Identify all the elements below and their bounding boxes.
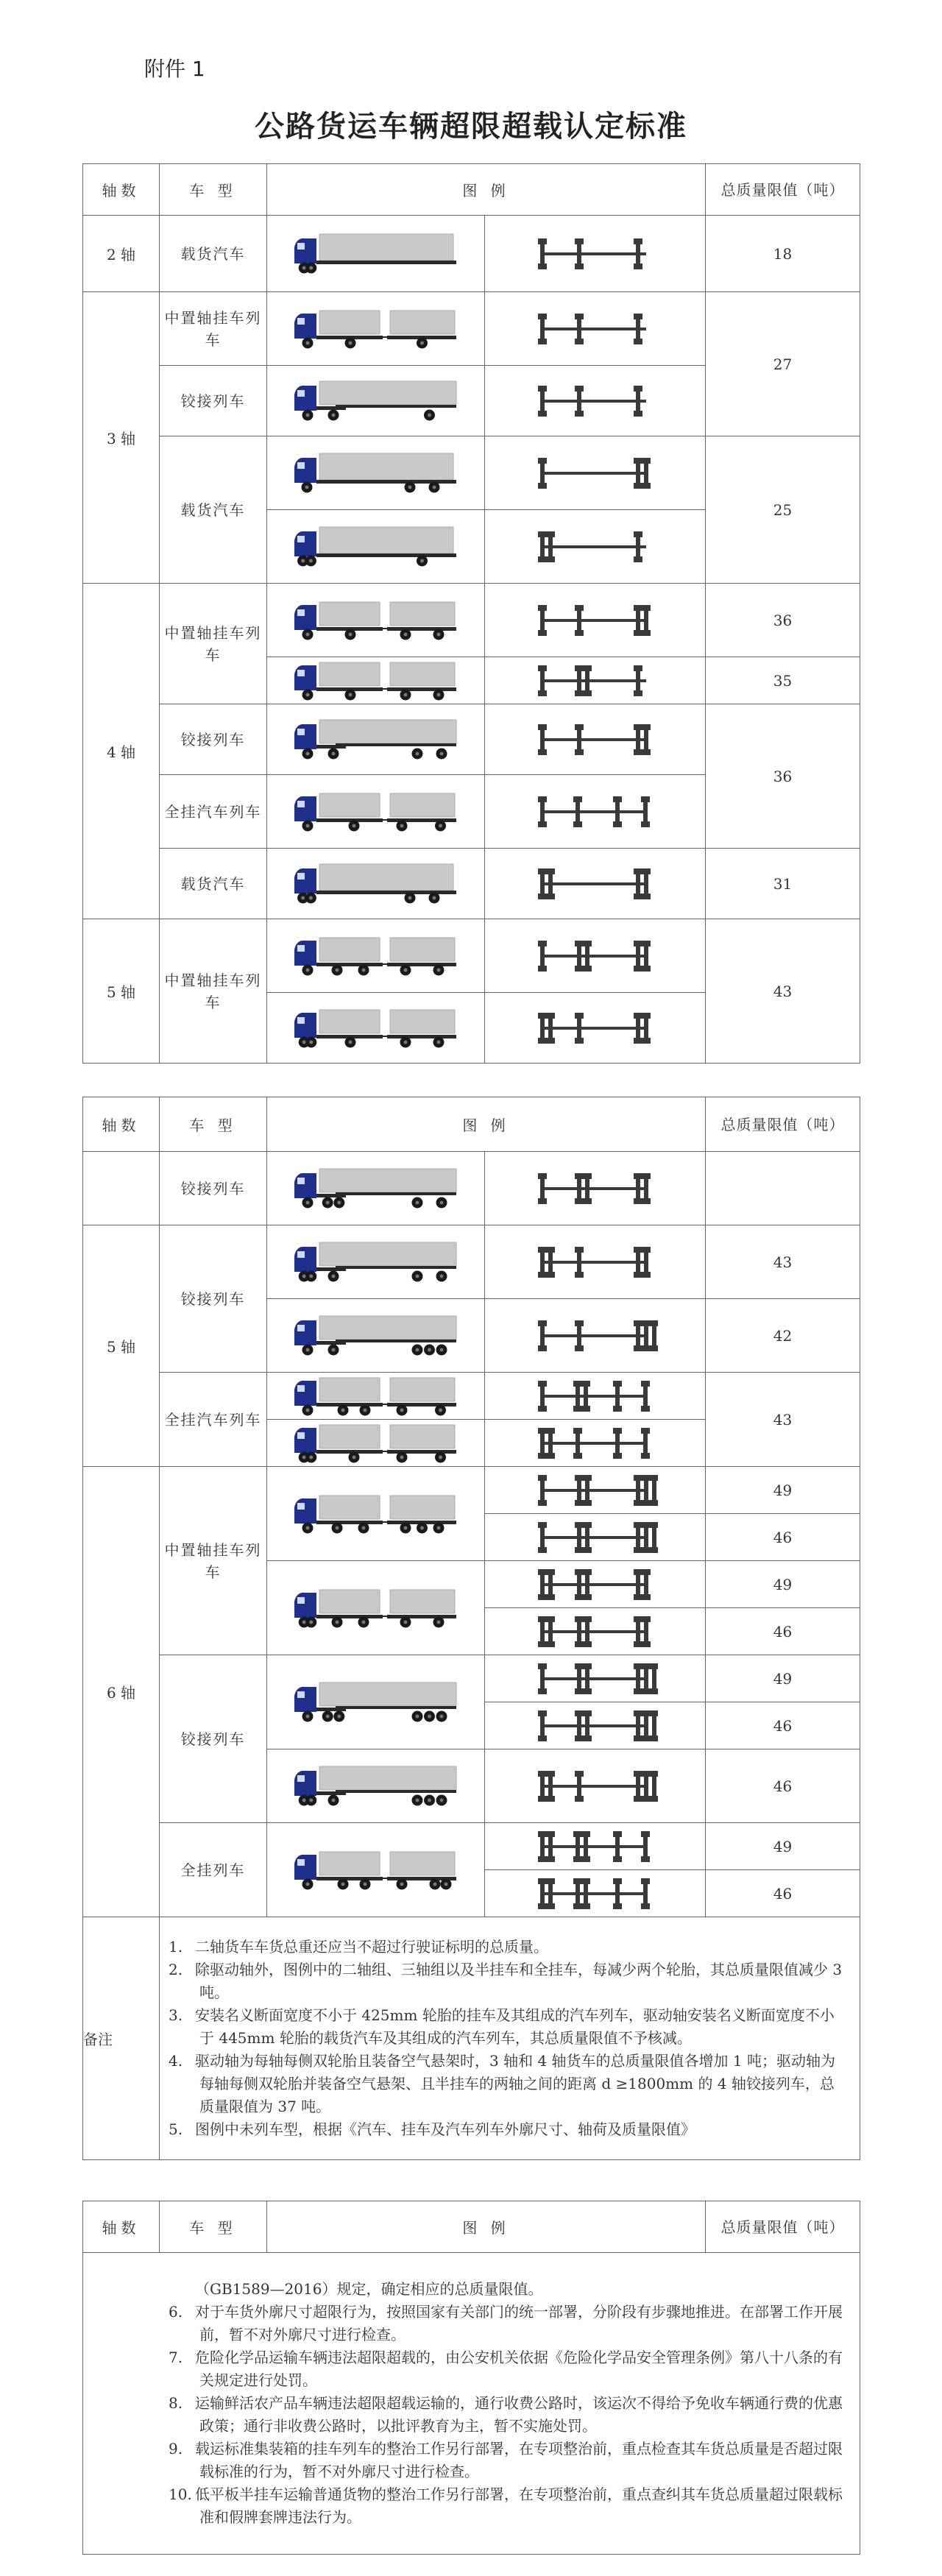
axle-group-label: 4 轴 [83,584,160,919]
vehicle-type: 铰接列车 [160,704,267,775]
vehicle-illustration [267,292,485,366]
truck-drawing [291,1313,461,1359]
weight-limit: 46 [706,1870,860,1917]
note-text: （GB1589—2016）规定，确定相应的总质量限值。 [195,2280,543,2298]
weight-limit: 35 [706,657,860,704]
vehicle-illustration [267,1823,485,1917]
vehicle-type: 铰接列车 [160,1655,267,1823]
vehicle-illustration [267,775,485,849]
document-title: 公路货运车辆超限超载认定标准 [255,109,687,144]
axle-diagram [485,1373,706,1420]
note-item [169,2346,845,2392]
weight-limit: 49 [706,1823,860,1870]
axle-diagram [485,1514,706,1561]
weight-limit: 49 [706,1467,860,1514]
axle-schematic [533,792,658,832]
weight-limit: 43 [706,919,860,1064]
vehicle-illustration [267,436,485,510]
attachment-label: 附件 1 [144,57,205,81]
vehicle-illustration [267,1373,485,1420]
axle-schematic [533,720,658,760]
header-diagram: 图 例 [267,2201,706,2253]
vehicle-illustration [267,1420,485,1467]
axle-schematic [533,1874,658,1914]
note-item [169,2004,845,2050]
weight-limit: 46 [706,1514,860,1561]
header-diagram: 图 例 [267,1097,706,1152]
axle-diagram [485,1655,706,1702]
header-diagram: 图 例 [267,164,706,216]
axle-schematic [533,234,658,274]
axle-schematic [533,1612,658,1652]
axle-diagram [485,1823,706,1870]
weight-limit: 46 [706,1608,860,1655]
truck-drawing [291,306,461,352]
note-item [169,1936,845,1958]
header-axles: 轴数 [83,2201,160,2253]
vehicle-type: 载货汽车 [160,849,267,919]
axle-schematic [533,864,658,904]
axle-diagram [485,1225,706,1299]
standard-table-section-2 [82,1097,860,2160]
weight-limit: 49 [706,1561,860,1608]
note-text: 二轴货车车货总重还应当不超过行驶证标明的总质量。 [195,1938,548,1956]
note-item [169,2301,845,2346]
axle-schematic [533,1316,658,1356]
truck-drawing [291,1680,461,1725]
axle-diagram [485,584,706,657]
weight-limit: 43 [706,1225,860,1299]
axle-schematic [533,1008,658,1048]
truck-drawing [291,1166,461,1211]
axle-diagram [485,1608,706,1655]
vehicle-illustration [267,1467,485,1561]
weight-limit: 46 [706,1702,860,1749]
header-type: 车 型 [160,2201,267,2253]
axle-diagram [485,292,706,366]
axle-schematic [533,1518,658,1557]
note-number: 7. [169,2349,183,2366]
weight-limit: 18 [706,216,860,292]
vehicle-illustration [267,1225,485,1299]
vehicle-illustration [267,584,485,657]
axle-group-label: 5 轴 [83,1225,160,1467]
header-type: 车 型 [160,164,267,216]
note-number: 1. [169,1938,183,1956]
truck-drawing [291,1420,461,1466]
header-axles: 轴数 [83,1097,160,1152]
truck-drawing [291,1373,461,1419]
axle-group-label: 6 轴 [83,1467,160,1917]
note-text: 低平板半挂车运输普通货物的整治工作另行部署，在专项整治前，重点查纠其车货总质量超过限载标准和假牌套牌违法行为。 [195,2485,843,2526]
vehicle-type: 中置轴挂车列车 [160,584,267,704]
weight-limit: 36 [706,704,860,849]
vehicle-illustration [267,1152,485,1225]
vehicle-type: 铰接列车 [160,366,267,436]
vehicle-type: 铰接列车 [160,1152,267,1225]
note-item [169,2483,845,2529]
vehicle-type: 铰接列车 [160,1225,267,1373]
note-number: 4. [169,2052,183,2070]
header-axles: 轴数 [83,164,160,216]
note-text: 驱动轴为每轴每侧双轮胎且装备空气悬架时，3 轴和 4 轴货车的总质量限值各增加 1 吨；驱动轴为每轴每侧双轮胎并装备空气悬架、且半挂车的两轴之间的距离 d ≥1800mm 的 4 轴铰接列车，总质量限值为 37 吨。 [195,2052,835,2115]
note-text: 危险化学品运输车辆违法超限超载的，由公安机关依据《危险化学品安全管理条例》第八十八条的有关规定进行处罚。 [195,2349,843,2389]
note-text: 图例中未列车型，根据《汽车、挂车及汽车列车外廓尺寸、轴荷及质量限值》 [195,2120,695,2138]
header-type: 车 型 [160,1097,267,1152]
note-number: 6. [169,2303,183,2321]
axle-diagram [485,775,706,849]
axle-diagram [485,366,706,436]
vehicle-type: 全挂汽车列车 [160,1373,267,1467]
weight-limit: 42 [706,1299,860,1373]
note-number: 5. [169,2120,183,2138]
note-item [169,2392,845,2438]
axle-group-label [83,1152,160,1225]
axle-diagram [485,849,706,919]
note-text: 对于车货外廓尺寸超限行为，按照国家有关部门的统一部署，分阶段有步骤地推进。在部署工作开展前，暂不对外廓尺寸进行检查。 [195,2303,843,2343]
header-limit: 总质量限值（吨） [706,2201,860,2253]
axle-schematic [533,1376,658,1416]
note-text: 载运标准集装箱的挂车列车的整治工作另行部署，在专项整治前，重点检查其车货总质量是否超过限载标准的行为，暂不对外廓尺寸进行检查。 [195,2440,843,2480]
truck-drawing [291,450,461,496]
axle-diagram [485,919,706,993]
truck-drawing [291,231,461,277]
axle-diagram [485,1702,706,1749]
vehicle-type: 全挂汽车列车 [160,775,267,849]
axle-diagram [485,704,706,775]
vehicle-illustration [267,1749,485,1823]
axle-diagram [485,1467,706,1514]
vehicle-type: 中置轴挂车列车 [160,919,267,1064]
note-number: 3. [169,2006,183,2024]
notes-continued-cell [83,2253,860,2555]
note-item [169,2118,845,2141]
vehicle-type: 全挂列车 [160,1823,267,1917]
vehicle-illustration [267,919,485,993]
note-number: 2. [169,1961,183,1978]
weight-limit: 25 [706,436,860,584]
truck-drawing [291,598,461,643]
truck-drawing [291,1847,461,1893]
vehicle-illustration [267,704,485,775]
axle-group-label: 5 轴 [83,919,160,1064]
truck-drawing [291,378,461,424]
table-header-row [83,2201,860,2253]
axle-schematic [533,1565,658,1604]
header-limit: 总质量限值（吨） [706,1097,860,1152]
note-item [169,1958,845,2004]
axle-diagram [485,1561,706,1608]
axle-group-label: 2 轴 [83,216,160,292]
table-header-row [83,1097,860,1152]
axle-diagram [485,1420,706,1467]
vehicle-illustration [267,1655,485,1749]
axle-diagram [485,1749,706,1823]
axle-diagram [485,1870,706,1917]
vehicle-type: 载货汽车 [160,436,267,584]
truck-drawing [291,658,461,704]
vehicle-illustration [267,657,485,704]
axle-schematic [533,1766,658,1806]
note-item [195,2278,845,2301]
axle-diagram [485,1152,706,1225]
axle-schematic [533,601,658,640]
notes-label: 备注 [83,1917,160,2160]
note-text: 除驱动轴外，图例中的二轴组、三轴组以及半挂车和全挂车，每减少两个轮胎，其总质量限值减少 3 吨。 [195,1961,843,2001]
axle-schematic [533,1471,658,1510]
truck-drawing [291,524,461,570]
vehicle-type: 中置轴挂车列车 [160,1467,267,1655]
vehicle-illustration [267,366,485,436]
vehicle-illustration [267,216,485,292]
note-item [169,2438,845,2483]
axle-group-label: 3 轴 [83,292,160,584]
axle-diagram [485,436,706,510]
header-limit: 总质量限值（吨） [706,164,860,216]
axle-schematic [533,309,658,349]
weight-limit: 27 [706,292,860,436]
notes-list [160,1927,860,2150]
truck-drawing [291,933,461,979]
vehicle-illustration [267,849,485,919]
note-item [169,2050,845,2118]
weight-limit: 43 [706,1373,860,1467]
axle-diagram [485,216,706,292]
note-number: 9. [169,2440,183,2458]
axle-schematic [533,1827,658,1866]
axle-diagram [485,1299,706,1373]
vehicle-illustration [267,1561,485,1655]
truck-drawing [291,1491,461,1537]
axle-schematic [533,1659,658,1699]
notes-cell [160,1917,860,2160]
vehicle-illustration [267,510,485,584]
truck-drawing [291,1763,461,1809]
vehicle-illustration [267,1299,485,1373]
weight-limit: 31 [706,849,860,919]
truck-drawing [291,1005,461,1051]
axle-schematic [533,936,658,976]
weight-limit: 46 [706,1749,860,1823]
standard-table-section-1 [82,163,860,1064]
vehicle-type: 中置轴挂车列车 [160,292,267,366]
axle-diagram [485,510,706,584]
standard-table-section-3 [82,2201,860,2555]
note-number: 10. [169,2485,192,2503]
axle-schematic [533,1169,658,1209]
truck-drawing [291,789,461,835]
axle-schematic [533,453,658,493]
table-header-row [83,164,860,216]
note-text: 运输鲜活农产品车辆违法超限超载运输的，通行收费公路时，该运次不得给予免收车辆通行费的优惠政策；通行非收费公路时，以批评教育为主，暂不实施处罚。 [195,2394,843,2435]
axle-diagram [485,657,706,704]
truck-drawing [291,861,461,907]
truck-drawing [291,1239,461,1285]
vehicle-illustration [267,993,485,1064]
axle-diagram [485,993,706,1064]
axle-schematic [533,381,658,421]
truck-drawing [291,717,461,762]
note-text: 安装名义断面宽度不小于 425mm 轮胎的挂车及其组成的汽车列车，驱动轴安装名义断面宽度不小于 445mm 轮胎的载货汽车及其组成的汽车列车，其总质量限值不予核减。 [195,2006,835,2047]
vehicle-type: 载货汽车 [160,216,267,292]
axle-schematic [533,527,658,567]
axle-schematic [533,1423,658,1463]
note-number: 8. [169,2394,183,2412]
axle-schematic [533,1706,658,1746]
weight-limit: 36 [706,584,860,657]
weight-limit [706,1152,860,1225]
axle-schematic [533,661,658,701]
notes-list-continued [160,2269,860,2538]
truck-drawing [291,1585,461,1631]
weight-limit: 49 [706,1655,860,1702]
axle-schematic [533,1242,658,1282]
